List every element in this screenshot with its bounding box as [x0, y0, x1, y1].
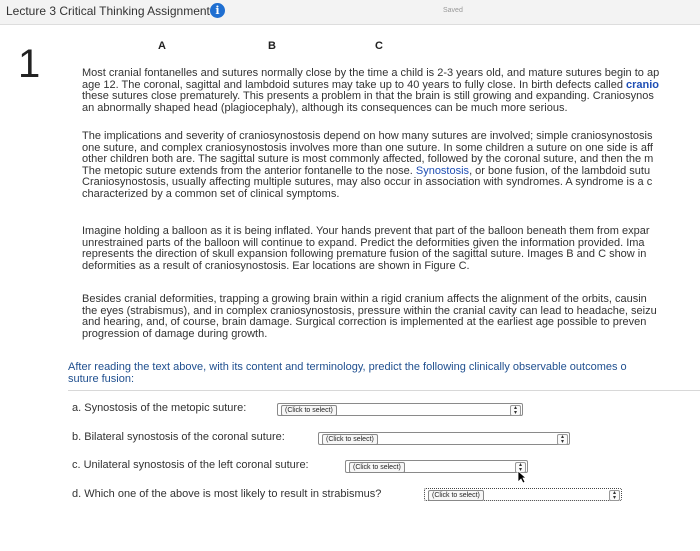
question-a-label: a. Synostosis of the metopic suture:	[72, 402, 247, 414]
question-d-select[interactable]	[424, 488, 622, 501]
top-bar	[0, 0, 700, 25]
assignment-title: Lecture 3 Critical Thinking Assignment	[6, 4, 210, 18]
figure-label-b: B	[268, 40, 276, 52]
question-c-label: c. Unilateral synostosis of the left coronal suture:	[72, 459, 309, 471]
paragraph-3: Imagine holding a balloon as it is being inflated. Your hands prevent that part of the balloon beneath them from expar unrestrained parts of the balloon will continue to expand. Predict the deformities given the information provided. Ima represents the direction of skull expansion following premature fusion of the sagittal suture. Images B and C show in deformities as a result of craniosynostosis. Ear locations are shown in Figure C.	[82, 226, 650, 272]
question-d-label: d. Which one of the above is most likely to result in strabismus?	[72, 488, 382, 500]
craniosynostosis-link[interactable]: cranio	[626, 78, 660, 91]
select-arrows-icon: ▴ ▾	[510, 405, 521, 416]
paragraph-1: Most cranial fontanelles and sutures normally close by the time a child is 2-3 years old, and mature sutures begin to ap age 12. The coronal, sagittal and lambdoid sutures may take up to 40 years to fully close. In birth defects called cranio these sutures close prematurely. This presents a problem in that the brain is still growing and expanding. Craniosynos an abnormally shaped head (plagiocephaly), although its consequences can be much more serious.	[82, 68, 660, 114]
paragraph-2: The implications and severity of craniosynostosis depend on how many sutures are involved; simple craniosynostosis one suture, and complex craniosynostosis involves more than one suture. In some children a suture on one side is aff other children both are. The sagittal suture is most commonly affected, followed by the coronal suture, and then the m The metopic suture extends from the anterior fontanelle to the nose. Synostosis, or bone fusion, of the lambdoid sutu Craniosynostosis, usually affecting multiple sutures, may also occur in association with syndromes. A syndrome is a c characterized by a common set of clinical symptoms.	[82, 131, 654, 200]
figure-label-a: A	[158, 40, 166, 52]
paragraph-4: Besides cranial deformities, trapping a growing brain within a rigid cranium affects the alignment of the orbits, causin the eyes (strabismus), and in complex craniosynostosis, pressure within the cranial cavity can lead to headache, seizu and hearing, and, of course, brain damage. Surgical correction is implemented at the earliest age possible to preven progression of damage during growth.	[82, 294, 657, 340]
saved-status: Saved	[443, 7, 463, 14]
select-arrows-icon: ▴ ▾	[557, 434, 568, 445]
question-c-select[interactable]	[345, 460, 528, 473]
question-b-label: b. Bilateral synostosis of the coronal suture:	[72, 431, 285, 443]
select-arrows-icon: ▴ ▾	[609, 490, 620, 501]
mouse-cursor-icon	[517, 470, 527, 484]
info-icon[interactable]: i	[210, 3, 225, 18]
synostosis-link[interactable]: Synostosis	[415, 164, 470, 177]
question-a-select[interactable]	[277, 403, 523, 416]
question-b-select[interactable]	[318, 432, 570, 445]
question-b-select-value: (Click to select)	[322, 434, 378, 445]
question-number: 1	[18, 42, 41, 86]
divider	[68, 390, 700, 391]
question-a-select-value: (Click to select)	[281, 405, 337, 416]
question-d-select-value: (Click to select)	[428, 490, 484, 501]
select-arrows-icon: ▴ ▾	[515, 462, 526, 473]
figure-label-c: C	[375, 40, 383, 52]
question-prompt: After reading the text above, with its content and terminology, predict the following clinically observable outcomes o suture fusion:	[68, 361, 627, 385]
question-c-select-value: (Click to select)	[349, 462, 405, 473]
